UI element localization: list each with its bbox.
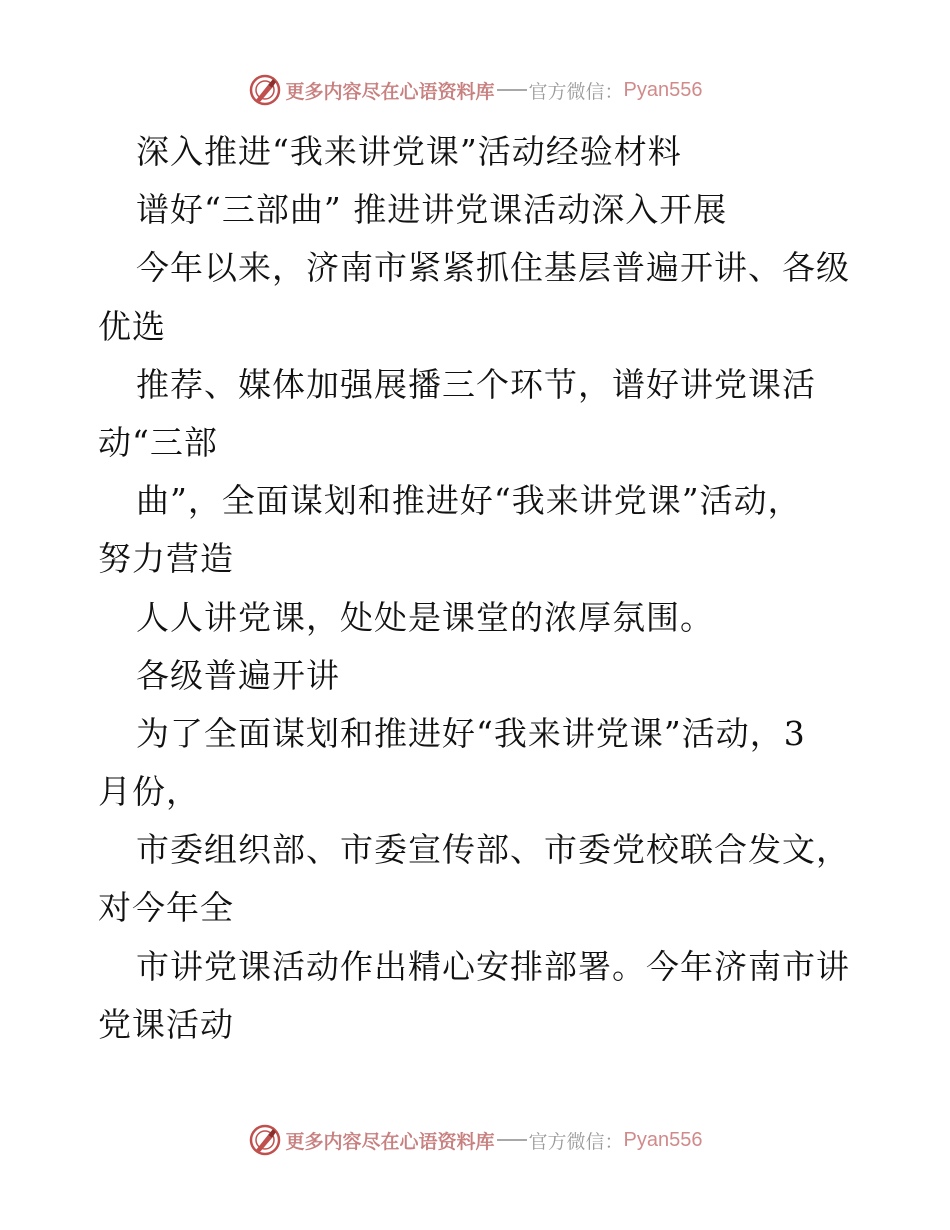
paragraph-line: 今年以来，济南市紧紧抓住基层普遍开讲、各级 [136,248,850,288]
watermark-dash [497,1139,527,1141]
paragraph-line: 深入推进“我来讲党课”活动经验材料 [136,132,682,171]
watermark-wechat-id: Pyan556 [623,78,703,101]
paragraph-line: 市讲党课活动作出精心安排部署。今年济南市讲 [136,946,850,986]
watermark-wechat-id: Pyan556 [623,1128,703,1151]
paragraph-line: 月份， [98,772,200,812]
watermark-official-text: 官方微信： [528,1130,624,1153]
paragraph-line: 动“三部 [98,422,218,462]
header-watermark [0,70,950,110]
paragraph-line: 党课活动 [98,1004,234,1044]
footer-watermark [0,1120,950,1160]
watermark-brand-text: 更多内容尽在心语资料库 [285,80,495,103]
pen-logo-icon [248,73,282,107]
paragraph-line: 各级普遍开讲 [136,655,340,695]
paragraph-line: 推荐、媒体加强展播三个环节，谱好讲党课活 [136,364,816,404]
paragraph-line: 谱好“三部曲” 推进讲党课活动深入开展 [136,190,728,230]
paragraph-line: 市委组织部、市委宣传部、市委党校联合发文， [136,830,850,870]
watermark-official-text: 官方微信： [528,80,624,103]
paragraph-line: 为了全面谋划和推进好“我来讲党课”活动，3 [136,713,806,753]
paragraph-line: 优选 [98,306,166,346]
paragraph-line: 努力营造 [98,539,234,579]
watermark-dash [497,89,527,91]
paragraph-line: 曲”，全面谋划和推进好“我来讲党课”活动， [136,481,802,521]
document-body [98,123,858,1054]
paragraph-line: 对今年全 [98,888,234,928]
pen-logo-icon [248,1123,282,1157]
watermark-brand-text: 更多内容尽在心语资料库 [285,1130,495,1153]
paragraph-line: 人人讲党课，处处是课堂的浓厚氛围。 [136,597,714,637]
